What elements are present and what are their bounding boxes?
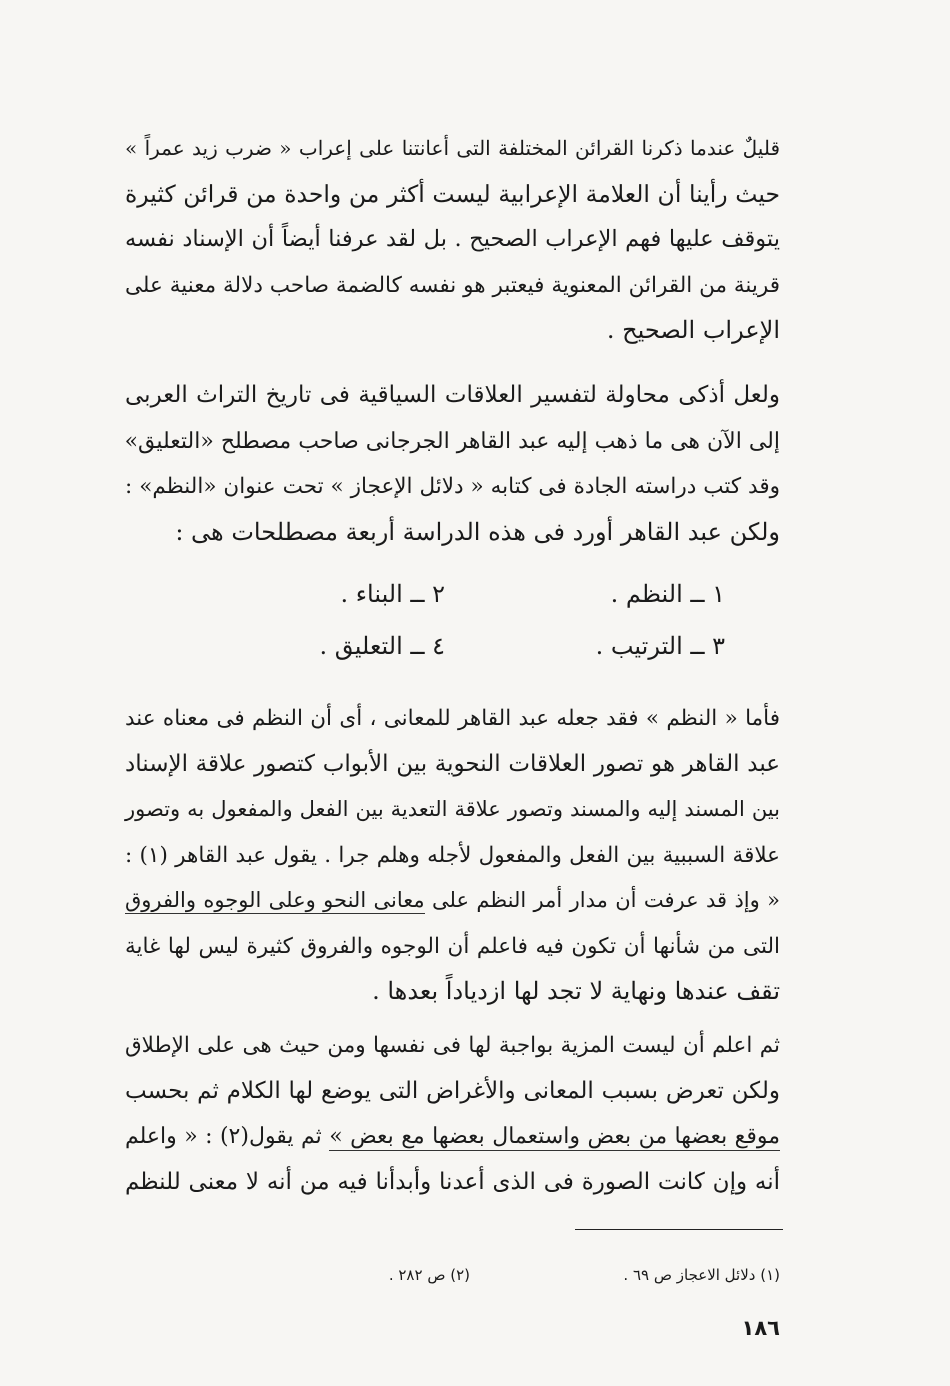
list-item: ٤ ــ التعليق . bbox=[319, 632, 445, 660]
paragraph-4 bbox=[125, 1023, 780, 1205]
text-line: التى من شأنها أن تكون فيه فاعلم أن الوجوه والفروق كثيرة ليس لها غاية bbox=[125, 933, 780, 959]
text-line: موقع بعضها من بعض واستعمال بعضها مع بعض » ثم يقول(٢) : « واعلم bbox=[125, 1124, 781, 1149]
text-line: علاقة السببية بين الفعل والمفعول لأجله وهلم جرا . يقول عبد القاهر (١) : bbox=[125, 842, 781, 868]
paragraph-2 bbox=[125, 373, 780, 555]
text-line: ولعل أذكى محاولة لتفسير العلاقات السياقية فى تاريخ التراث العربى bbox=[125, 382, 780, 408]
text-line: يتوقف عليها فهم الإعراب الصحيح . بل لقد عرفنا أيضاً أن الإسناد نفسه bbox=[125, 226, 780, 252]
text-line: الإعراب الصحيح . bbox=[606, 316, 780, 344]
terms-list bbox=[125, 568, 780, 672]
text-line: حيث رأينا أن العلامة الإعرابية ليست أكثر من واحدة من قرائن كثيرة bbox=[125, 179, 780, 208]
list-row bbox=[125, 620, 780, 672]
text-line: تقف عندها ونهاية لا تجد لها ازدياداً بعدها . bbox=[372, 977, 780, 1005]
text-line: ولكن عبد القاهر أورد فى هذه الدراسة أربعة مصطلحات هى : bbox=[175, 517, 780, 546]
footnote-divider bbox=[575, 1229, 783, 1230]
text-line: ثم اعلم أن ليست المزية بواجبة لها فى نفسها ومن حيث هى على الإطلاق bbox=[125, 1033, 780, 1058]
footnote-1: (١) دلائل الاعجاز ص ٦٩ . bbox=[623, 1266, 780, 1284]
paragraph-1 bbox=[125, 126, 780, 354]
footnotes bbox=[125, 1266, 780, 1290]
text-line: فأما « النظم » فقد جعله عبد القاهر للمعانى ، أى أن النظم فى معناه عند bbox=[125, 706, 780, 731]
paragraph-3 bbox=[125, 696, 780, 1015]
text-line: وقد كتب دراسته الجادة فى كتابه « دلائل الإعجاز » تحت عنوان «النظم» : bbox=[125, 474, 780, 499]
page-number: ١٨٦ bbox=[741, 1316, 780, 1340]
text-line: ولكن تعرض بسبب المعانى والأغراض التى يوضع لها الكلام ثم بحسب bbox=[125, 1077, 780, 1104]
text-line: بين المسند إليه والمسند وتصور علاقة التعدية بين الفعل والمفعول به وتصور bbox=[125, 797, 780, 821]
footnote-2: (٢) ص ٢٨٢ . bbox=[388, 1266, 470, 1284]
list-item: ١ ــ النظم . bbox=[610, 580, 725, 608]
list-item: ٣ ــ الترتيب . bbox=[595, 632, 725, 660]
text-line: عبد القاهر هو تصور العلاقات النحوية بين الأبواب كتصور علاقة الإسناد bbox=[125, 750, 780, 777]
text-line: إلى الآن هى ما ذهب إليه عبد القاهر الجرجانى صاحب مصطلح «التعليق» bbox=[124, 428, 780, 454]
text-line: قرينة من القرائن المعنوية فيعتبر هو نفسه كالضمة صاحب دلالة معنية على bbox=[125, 272, 780, 298]
text-line: « وإذ قد عرفت أن مدار أمر النظم على معانى النحو وعلى الوجوه والفروق bbox=[125, 888, 780, 912]
text-line: قليلٌ عندما ذكرنا القرائن المختلفة التى أعانتنا على إعراب « ضرب زيد عمراً » bbox=[125, 136, 780, 160]
underlined-phrase: موقع بعضها من بعض واستعمال بعضها مع بعض » bbox=[329, 1124, 781, 1149]
list-item: ٢ ــ البناء . bbox=[340, 580, 445, 608]
text-line: أنه وإن كانت الصورة فى الذى أعدنا وأبدأنا فيه من أنه لا معنى للنظم bbox=[125, 1168, 780, 1195]
list-row bbox=[125, 568, 780, 620]
underlined-phrase: معانى النحو وعلى الوجوه والفروق bbox=[125, 888, 425, 912]
